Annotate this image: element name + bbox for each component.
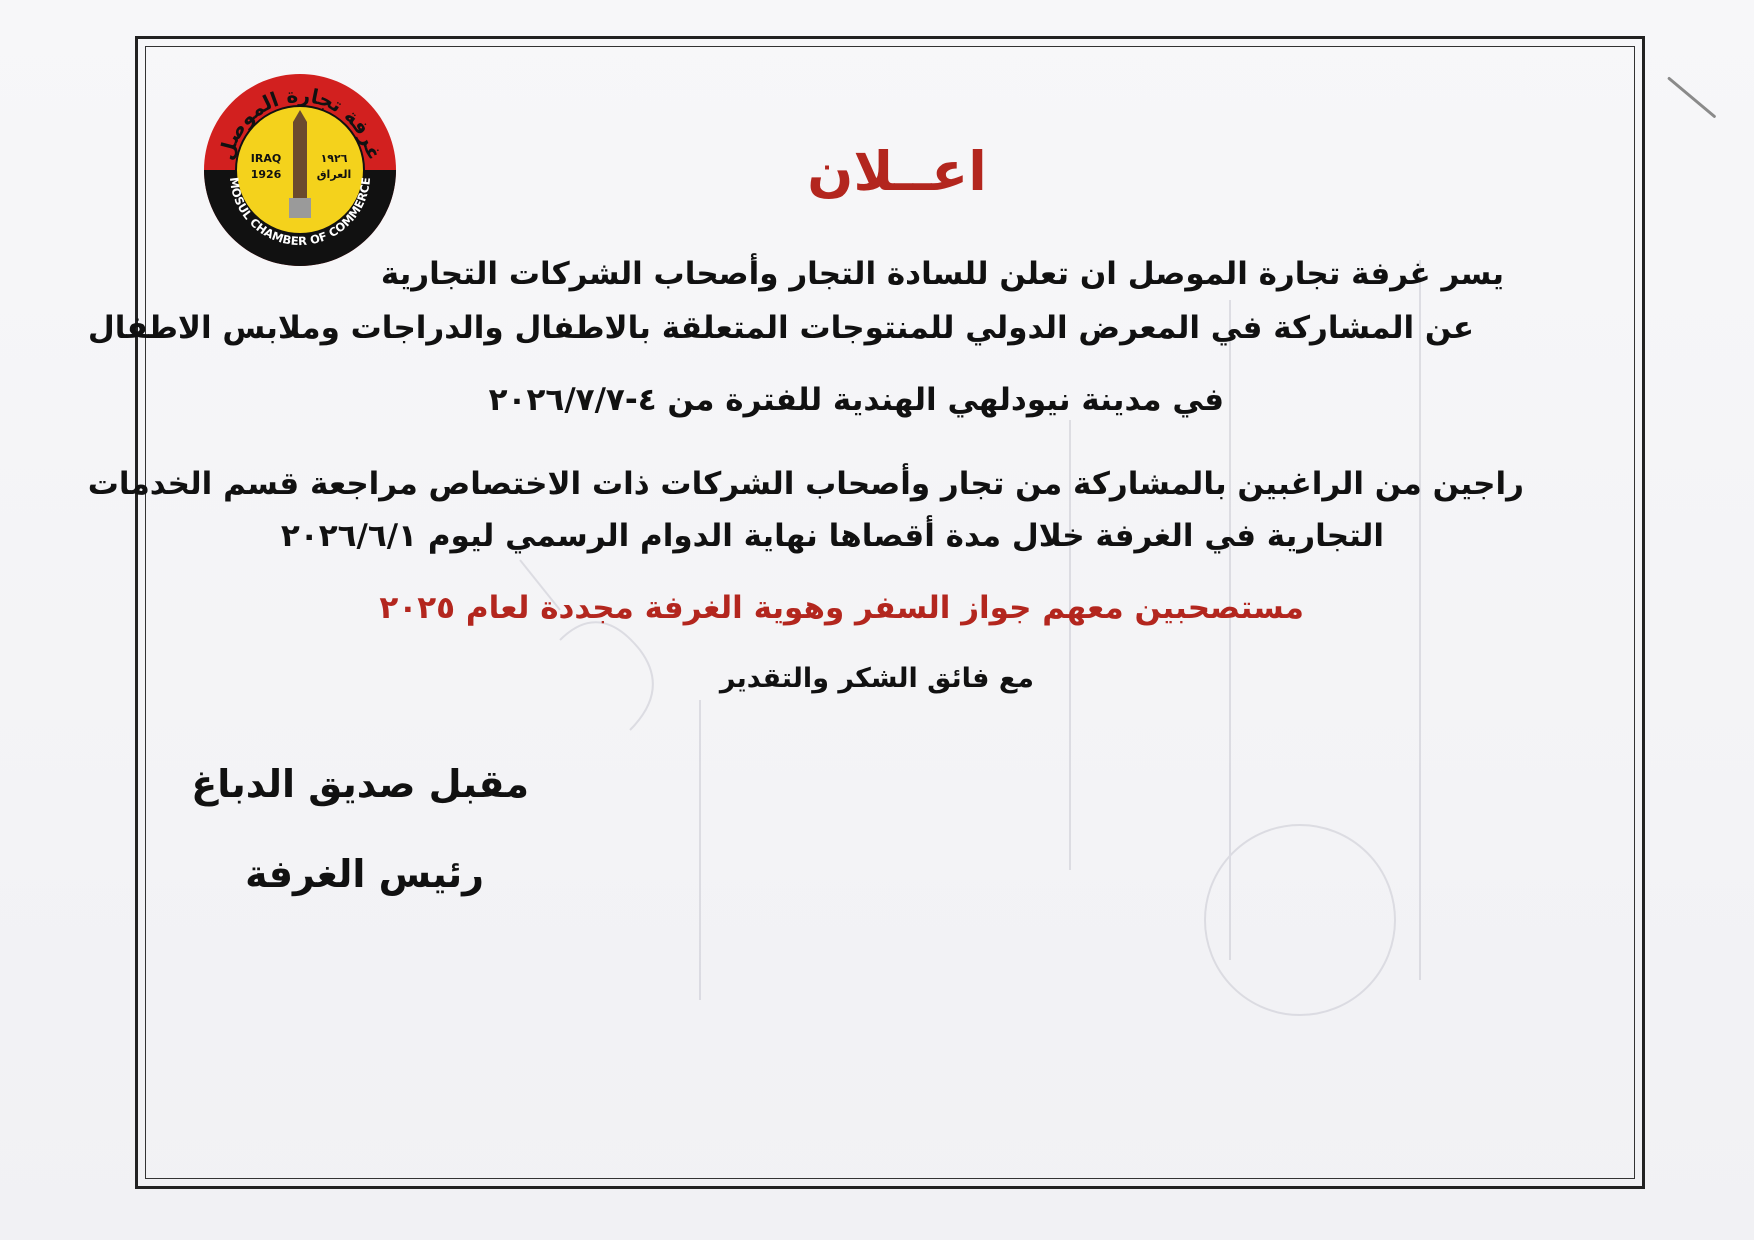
body-line-1: يسر غرفة تجارة الموصل ان تعلن للسادة التجار وأصحاب الشركات التجارية — [380, 256, 1504, 292]
requirement-note: مستصحبين معهم جواز السفر وهوية الغرفة مجددة لعام ٢٠٢٥ — [379, 590, 1304, 626]
closing-line: مع فائق الشكر والتقدير — [719, 663, 1034, 694]
body-line-2: عن المشاركة في المعرض الدولي للمنتوجات المتعلقة بالاطفال والدراجات وملابس الاطفال — [87, 310, 1474, 346]
signatory-name: مقبل صديق الدباغ — [191, 762, 529, 806]
svg-text:IRAQ: IRAQ — [250, 152, 282, 165]
signatory-role: رئيس الغرفة — [245, 852, 484, 896]
body-line-5: التجارية في الغرفة خلال مدة أقصاها نهاية الدوام الرسمي ليوم ٢٠٢٦/٦/١ — [280, 518, 1384, 554]
body-line-3: في مدينة نيودلهي الهندية للفترة من ٤-٢٠٢٦/٧/٧ — [488, 382, 1224, 418]
body-line-4: راجين من الراغبين بالمشاركة من تجار وأصحاب الشركات ذات الاختصاص مراجعة قسم الخدمات — [87, 466, 1524, 502]
svg-text:1926: 1926 — [250, 168, 282, 181]
announcement-title: اعــلان — [807, 140, 987, 203]
svg-text:١٩٢٦: ١٩٢٦ — [320, 152, 348, 165]
svg-text:غرفة تجارة الموصل: غرفة تجارة الموصل — [213, 82, 387, 163]
svg-text:العراق: العراق — [316, 168, 352, 181]
staple-mark — [1667, 76, 1716, 118]
svg-text:MOSUL CHAMBER OF COMMERCE: MOSUL CHAMBER OF COMMERCE — [226, 176, 374, 249]
